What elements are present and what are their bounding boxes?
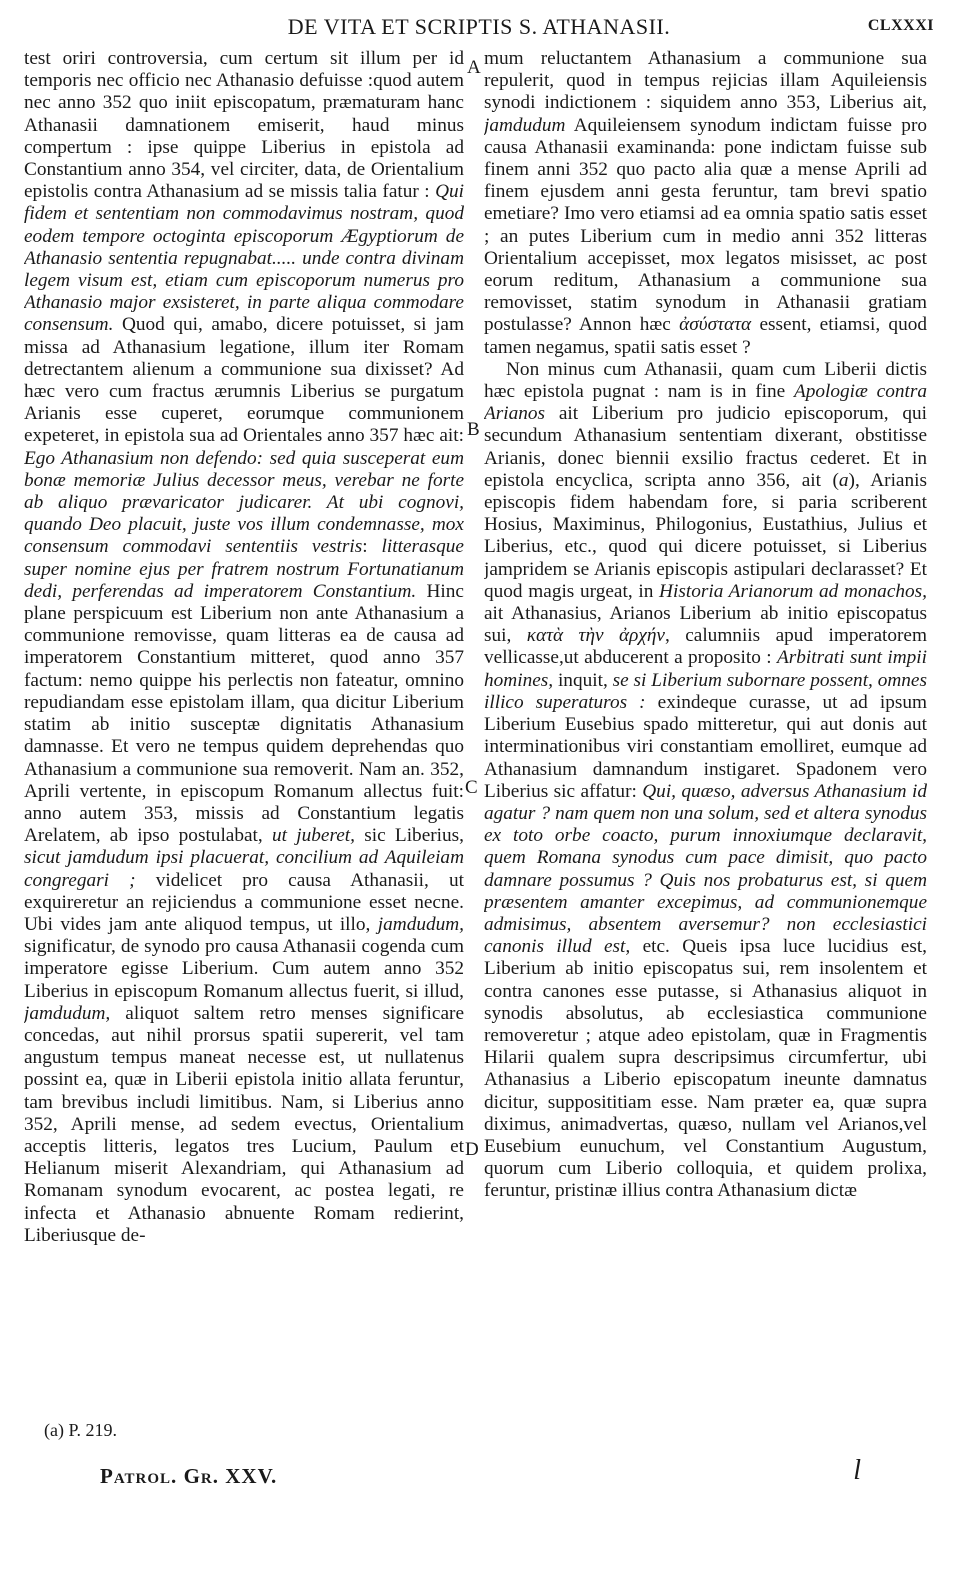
italic-text: sicut jamdudum ipsi placuerat, concilium ad Aquileiam congregari ;: [24, 847, 464, 891]
signature-mark: l: [853, 1455, 861, 1486]
margin-marker-d: D: [465, 1139, 479, 1160]
running-title: DE VITA ET SCRIPTIS S. ATHANASII.: [287, 14, 671, 39]
page-header: [24, 14, 934, 44]
text-run: Quod qui, amabo, dicere potuisset, si jam missa ad Athanasium legatione, illum iter Romam detrectantem alienum a communione sua dixisset? Ad hæc vero cum fractus ærumnis Liberius se purgatum Arianis esse cuperet, eorumque communionem expeteret, in epistola sua ad Orientales anno 357 hæc ait:: [24, 314, 464, 447]
text-run: mum reluctantem Athanasium a communione sua repulerit, quod in tempus rejicias illam Aquileiensis synodi indictionem : siquidem anno 353, Liberius ait,: [484, 48, 927, 114]
italic-text: Ego Athanasium non defendo: sed quia susceperat eum bonæ memoriæ Julius decessor meus, verebar ne forte ab aliquo prævaricator judicarer. At ubi cognovi, quando Deo placuit, juste vos illum condemnasse, mox consensum commodavi sententiis vestris: [24, 447, 464, 558]
volume-number: XXV.: [225, 1464, 278, 1488]
margin-marker-a: A: [467, 57, 481, 78]
italic-text: se si Liberium subornare possent, omnes illico superaturos :: [484, 669, 927, 713]
text-run: Non minus cum Athanasii, quam cum Liberii dictis hæc epistola pugnat : nam is in fine: [484, 358, 927, 403]
right-column: [484, 48, 927, 1398]
text-run: test oriri controversia, cum certum sit illum per id temporis nec officio nec Athanasio defuisse :quod autem nec anno 352 quo iniit episcopatum, præmaturam hanc Athanasii damnationem emiserit, haud minus compertum : ipse quippe Liberius in epistola ad Constantium anno 354, vel circiter, data, de Orientalium epistolis contra Athanasium ad se missis talia fatur :: [24, 48, 464, 203]
page-number: CLXXXI: [867, 17, 934, 34]
italic-text: jamdudum,: [24, 1002, 111, 1024]
italic-text: κατὰ τὴν ἀρχήν: [526, 625, 665, 647]
text-run: essent, etiamsi, quod tamen negamus, spatii satis esset ?: [484, 314, 927, 358]
text-run: Hinc plane perspicuum est Liberium non ante Athanasium a communione removisse, quam litteras ea de causa ad imperatorem Constantium mitteret, quod anno 357 factum: nemo quippe his perlectis non fateatur, omnino repudiandam esse epistolam illam, qua dicitur Liberium statim ab initio susceptæ dignitatis Athanasium damnasse. Et vero ne tempus quidem deprehendas quo Athanasium a communione sua removerit. Nam an. 352, Aprili vertente, in episcopum Romanum allectus fuit: anno autem 353, missis ad Constantium legatis Arelatem, ab ipso postulabat,: [24, 580, 464, 847]
italic-text: a: [838, 469, 849, 491]
margin-marker-c: C: [465, 777, 478, 798]
italic-text: Historia Arianorum ad monachos,: [659, 580, 927, 602]
footnote: (a) P. 219.: [44, 1420, 117, 1440]
text-run: :: [362, 536, 382, 558]
text-run: exindeque curasse, ut ad ipsum Liberium Eusebius spado mitteretur, qui aut donis aut interminationibus viri constantiam emolliret, eumque ad Athanasium damnandum instigaret. Spadonem vero Liberius sic affatur:: [484, 691, 927, 802]
italic-text: jamdudum: [484, 114, 566, 136]
series-name: Patrol.: [100, 1464, 178, 1488]
text-run: , calumniis apud imperatorem vellicasse,ut abducerent a proposito :: [484, 625, 927, 669]
paragraph: [484, 359, 927, 1203]
left-column: [24, 48, 464, 1398]
text-run: Aquileiensem synodum indictam fuisse pro causa Athanasii examinanda: pone indictam fuisse sub finem anni 352 quo pacto alia quæ a mense Aprili ad finem ejusdem anni gesta feruntur, tam brevi spatio emetiare? Imo vero etiamsi ad ea omnia spatio satis esset ; an putes Liberium cum in medio anni 352 litteras Orientalium accepisset, mox legatos misisset, ac post eorum reditum, Athanasium a communione sua removisset, statim synodum in Athanasii gratiam postulasse? Annon hæc: [484, 114, 927, 336]
text-run: videlicet pro causa Athanasii, ut exquireretur an rejiciendus a communione esset necne. Ubi vides jam ante aliquod tempus, ut illo,: [24, 869, 464, 935]
paragraph: [24, 48, 464, 1247]
text-run: ), Arianis episcopis fidem habendam fore, si paria scriberent Hosius, Maximinus, Philogonius, Eustathius, Julius et Liberius, etc., quod qui dicere potuisset, si Liberius jampridem se Arianis episcopis astipulari declarasset? Et quod magis urgeat, in: [484, 469, 927, 602]
series-language: Gr.: [183, 1464, 219, 1488]
text-run: ait Liberium pro judicio episcoporum, qui secundum Athanasium sententiam dixerant, obstitisse Arianis, donec biennii exsilio fractus cederet. Et in epistola encyclica, scripta anno 356, ait (: [484, 403, 927, 491]
italic-text: Qui fidem et sententiam non commodavimus nostram, quod eodem tempore octoginta episcoporum Ægyptiorum de Athanasio sententia repugnabat..... unde contra divinam legem visum est, etiam cum episcoporum numerus pro Athanasio major exsisteret, in parte aliqua commodare consensum.: [24, 181, 464, 336]
italic-text: ut juberet,: [272, 825, 355, 847]
text-run: inquit,: [553, 669, 613, 691]
italic-text: litterasque super nomine ejus per fratrem nostrum Fortunatianum dedi, perferendas ad imperatorem Constantium.: [24, 536, 464, 602]
text-run: sic Liberius,: [354, 825, 464, 847]
text-run: etc. Queis ipsa luce lucidius est, Liberium ab initio episcopatus sui, rem insolentem et contra canones esse putasse, si Athanasius aliquot in synodis absolutus, ab ecclesiastica communione removeretur ; atque adeo epistolam, quæ in Fragmentis Hilarii qualem supra descripsimus circumfertur, ubi Athanasius a Liberio episcopatum ineunte damnatus dicitur, supposititiam esse. Nam præter ea, quæ supra diximus, animadvertas, quæso, nullam vel Arianos,vel Eusebium eunuchum, vel Constantium Augustum, quorum cum Liberio colloquia, et quidem prolixa, feruntur, pristinæ illius contra Athanasium dictæ: [484, 936, 927, 1202]
italic-text: Apologiæ contra Arianos: [484, 381, 927, 425]
series-volume: [100, 1464, 277, 1489]
italic-text: Arbitrati sunt impii homines,: [484, 647, 927, 691]
italic-text: Qui, quæso, adversus Athanasium id agatur ? nam quem non una solum, sed et altera synodus ex toto orbe coacto, purum innoxiumque declaravit, quem Romana synodus cum pace dimisit, quo pacto damnare possumus ? Quis nos probaturus est, si quem præsentem amanter excepimus, ad communionemque admisimus, absentem aversemur? non ecclesiastici canonis illud est,: [484, 780, 927, 958]
text-run: aliquot saltem retro menses significare concedas, aut nihil prorsus spatii supererit, vel tam angustum tempus maneat necesse est, ut nullatenus possint ea, quæ in Liberii epistola initio allata feruntur, tam brevibus includi limitibus. Nam, si Liberius anno 352, Aprili mense, ad sedem evectus, Orientalium acceptis litteris, legatos tres Lucium, Paulum et Helianum miserit Alexandriam, qui Athanasium ad Romanam synodum evocarent, ac postea legati, re infecta et Athanasio abnuente Romam redierint, Liberiusque de-: [24, 1002, 464, 1246]
italic-text: jamdudum,: [377, 913, 464, 935]
italic-text: ἀσύστατα: [679, 314, 752, 336]
margin-marker-b: B: [467, 419, 480, 440]
text-run: significatur, de synodo pro causa Athanasii cogenda cum imperatore egisse Liberium. Cum autem anno 352 Liberius in episcopum Romanum allectus fuerit, si illud,: [24, 936, 464, 1002]
text-run: ait Athanasius, Arianos Liberium ab initio episcopatus sui,: [484, 603, 927, 647]
paragraph: [484, 48, 927, 359]
